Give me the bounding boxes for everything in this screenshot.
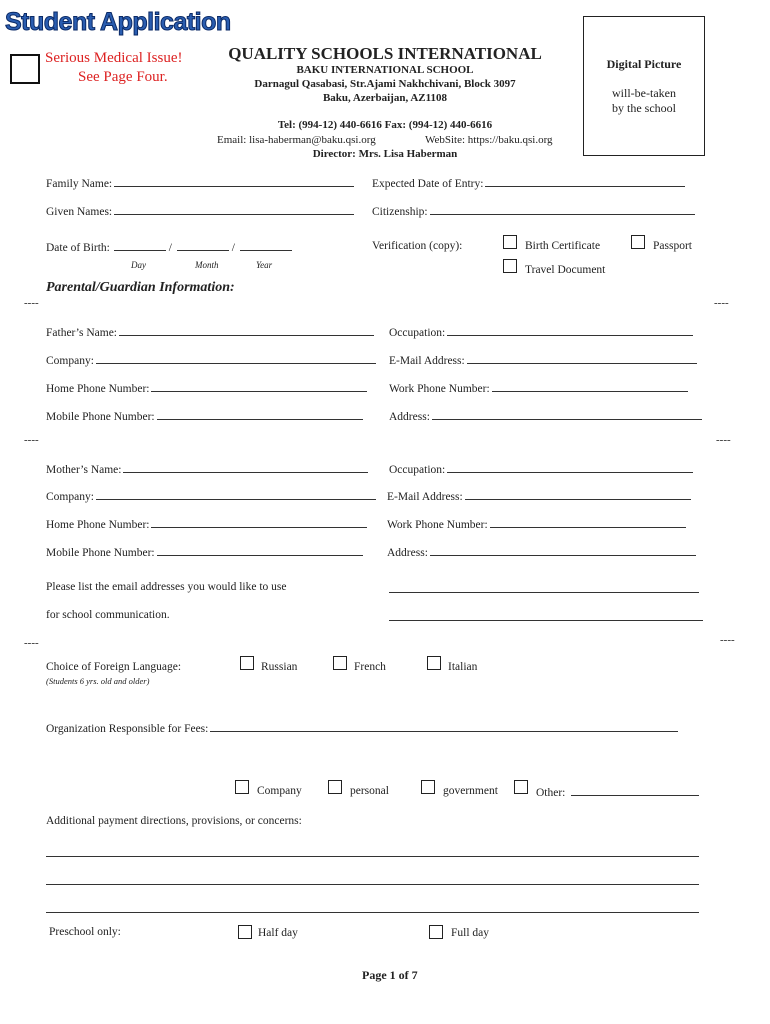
citizenship-label: Citizenship: — [372, 206, 428, 218]
separator-right: ---- — [720, 634, 735, 646]
mother-mobile-label: Mobile Phone Number: — [46, 547, 155, 559]
mother-occupation-field[interactable] — [389, 462, 693, 476]
school-address-1: Darnagul Qasabasi, Str.Ajami Nakhchivani, Block 3097 — [254, 78, 516, 90]
father-company-label: Company: — [46, 355, 94, 367]
mother-address-label: Address: — [387, 547, 428, 559]
mother-work-phone-field[interactable] — [387, 517, 686, 531]
family-name-field[interactable] — [46, 176, 354, 190]
separator-right: ---- — [716, 434, 731, 446]
italian-checkbox[interactable] — [427, 656, 441, 670]
preschool-label: Preschool only: — [49, 926, 121, 938]
language-note: (Students 6 yrs. old and older) — [46, 676, 150, 686]
half-day-label: Half day — [258, 927, 298, 939]
father-work-phone-label: Work Phone Number: — [389, 383, 490, 395]
mother-address-field[interactable] — [387, 545, 696, 559]
email-entry-line-1[interactable] — [389, 592, 699, 593]
italian-label: Italian — [448, 661, 478, 673]
expected-entry-label: Expected Date of Entry: — [372, 178, 484, 190]
dob-label: Date of Birth: — [46, 242, 110, 254]
mother-mobile-field[interactable] — [46, 545, 363, 559]
mother-home-phone-label: Home Phone Number: — [46, 519, 150, 531]
fees-company-label: Company — [257, 785, 302, 797]
payment-notes-line-1[interactable] — [46, 856, 699, 857]
photo-note-1: will-be-taken — [612, 86, 676, 100]
mother-occupation-label: Occupation: — [389, 464, 446, 476]
mother-company-label: Company: — [46, 491, 94, 503]
fees-field[interactable] — [46, 721, 678, 735]
separator-left: ---- — [24, 297, 39, 309]
passport-label: Passport — [653, 240, 692, 252]
fees-personal-checkbox[interactable] — [328, 780, 342, 794]
father-address-label: Address: — [389, 411, 430, 423]
fees-other-checkbox[interactable] — [514, 780, 528, 794]
russian-checkbox[interactable] — [240, 656, 254, 670]
fees-personal-label: personal — [350, 785, 389, 797]
father-address-field[interactable] — [389, 409, 702, 423]
full-day-label: Full day — [451, 927, 490, 939]
email-entry-line-2[interactable] — [389, 620, 703, 621]
fees-label: Organization Responsible for Fees: — [46, 723, 209, 735]
mother-email-field[interactable] — [387, 489, 691, 503]
father-home-phone-field[interactable] — [46, 381, 367, 395]
school-phone: Tel: (994-12) 440-6616 Fax: (994-12) 440-6616 — [277, 119, 493, 131]
photo-title: Digital Picture — [606, 57, 682, 71]
medical-warning-line2: See Page Four. — [78, 69, 168, 85]
dob-field[interactable]: Date of Birth: / / — [46, 240, 292, 254]
dob-day-caption: Day — [131, 260, 146, 270]
full-day-checkbox[interactable] — [429, 925, 443, 939]
french-label: French — [354, 661, 386, 673]
passport-checkbox[interactable] — [631, 235, 645, 249]
payment-notes-line-2[interactable] — [46, 884, 699, 885]
father-name-field[interactable] — [46, 325, 374, 339]
family-name-label: Family Name: — [46, 178, 113, 190]
father-name-label: Father’s Name: — [46, 327, 118, 339]
father-email-label: E-Mail Address: — [389, 355, 465, 367]
mother-name-label: Mother’s Name: — [46, 464, 122, 476]
separator-left: ---- — [24, 637, 39, 649]
father-home-phone-label: Home Phone Number: — [46, 383, 150, 395]
father-occupation-field[interactable] — [389, 325, 693, 339]
medical-issue-checkbox[interactable] — [10, 54, 40, 84]
russian-label: Russian — [261, 661, 298, 673]
expected-entry-field[interactable] — [372, 176, 685, 190]
given-names-label: Given Names: — [46, 206, 113, 218]
school-website: WebSite: https://baku.qsi.org — [425, 134, 553, 146]
father-mobile-label: Mobile Phone Number: — [46, 411, 155, 423]
form-title: Student Application — [5, 8, 231, 36]
separator-left: ---- — [24, 434, 39, 446]
father-email-field[interactable] — [389, 353, 697, 367]
payment-notes-line-3[interactable] — [46, 912, 699, 913]
payment-notes-label: Additional payment directions, provisions, or concerns: — [46, 815, 302, 827]
school-address-2: Baku, Azerbaijan, AZ1108 — [322, 92, 448, 104]
father-work-phone-field[interactable] — [389, 381, 688, 395]
fees-government-checkbox[interactable] — [421, 780, 435, 794]
page-number: Page 1 of 7 — [362, 968, 418, 982]
school-subtitle: BAKU INTERNATIONAL SCHOOL — [296, 64, 474, 76]
school-director: Director: Mrs. Lisa Haberman — [312, 148, 458, 160]
fees-government-label: government — [443, 785, 498, 797]
father-mobile-field[interactable] — [46, 409, 363, 423]
french-checkbox[interactable] — [333, 656, 347, 670]
fees-other-label: Other: — [536, 787, 566, 799]
mother-name-field[interactable] — [46, 462, 368, 476]
photo-note-2: by the school — [612, 101, 676, 115]
dob-month-caption: Month — [195, 260, 219, 270]
travel-document-label: Travel Document — [525, 264, 606, 276]
father-company-field[interactable] — [46, 353, 376, 367]
school-email: Email: lisa-haberman@baku.qsi.org — [217, 134, 376, 146]
dob-year-caption: Year — [256, 260, 273, 270]
guardian-heading: Parental/Guardian Information: — [46, 280, 235, 295]
email-list-line2: for school communication. — [46, 609, 170, 621]
separator-right: ---- — [714, 297, 729, 309]
school-name: QUALITY SCHOOLS INTERNATIONAL — [228, 44, 542, 63]
given-names-field[interactable] — [46, 204, 354, 218]
language-label: Choice of Foreign Language: — [46, 661, 182, 673]
mother-email-label: E-Mail Address: — [387, 491, 463, 503]
fees-company-checkbox[interactable] — [235, 780, 249, 794]
half-day-checkbox[interactable] — [238, 925, 252, 939]
medical-warning-line1: Serious Medical Issue! — [45, 50, 183, 66]
verification-label: Verification (copy): — [372, 240, 463, 252]
mother-home-phone-field[interactable] — [46, 517, 367, 531]
mother-company-field[interactable] — [46, 489, 376, 503]
father-occupation-label: Occupation: — [389, 327, 446, 339]
mother-work-phone-label: Work Phone Number: — [387, 519, 488, 531]
citizenship-field[interactable] — [372, 204, 695, 218]
birth-certificate-checkbox[interactable] — [503, 235, 517, 249]
travel-document-checkbox[interactable] — [503, 259, 517, 273]
birth-certificate-label: Birth Certificate — [525, 240, 601, 252]
email-list-line1: Please list the email addresses you would like to use — [46, 581, 287, 593]
fees-other-field[interactable] — [536, 785, 699, 799]
photo-box — [583, 16, 705, 156]
